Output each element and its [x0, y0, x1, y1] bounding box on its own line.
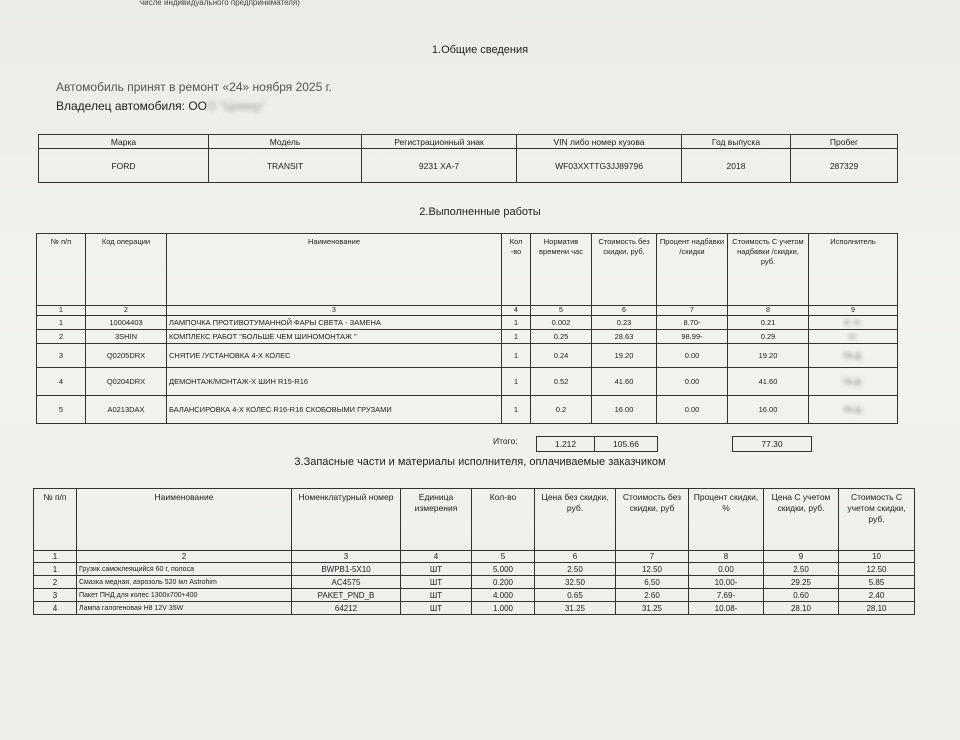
parts-header-name: Наименование — [77, 489, 292, 551]
works-cell-name: ДЕМОНТАЖ/МОНТАЖ-Х ШИН R15-R16 — [167, 368, 502, 396]
works-cell-cost: 28.63 — [592, 330, 657, 344]
works-cell-no: 1 — [37, 316, 86, 330]
works-col-number: 5 — [531, 306, 592, 316]
section3-title: 3.Запасные части и материалы исполнителя, оплачиваемые заказчиком — [294, 456, 666, 468]
parts-cell-unit: ШТ — [401, 563, 472, 576]
parts-cell-price: 31.25 — [535, 602, 616, 615]
parts-header-pct: Процент скидки, % — [689, 489, 764, 551]
parts-cell-name: Пакет ПНД для колес 1300х700+400 — [77, 589, 292, 602]
works-col-number: 6 — [592, 306, 657, 316]
top-note: числе индивидуального предпринимателя) — [140, 0, 300, 7]
works-cell-exec: По Д. — [809, 344, 898, 368]
works-cell-cost: 0.23 — [592, 316, 657, 330]
header-vin: VIN либо номер кузова — [517, 135, 682, 149]
parts-header-qty: Кол-во — [472, 489, 535, 551]
parts-cell-price: 32.50 — [535, 576, 616, 589]
parts-header-cost: Стоимость без скидки, руб — [616, 489, 689, 551]
parts-header-sku: Номенклатурный номер — [292, 489, 401, 551]
works-cell-code: 3SHIN — [86, 330, 167, 344]
works-cell-qty: 1 — [502, 316, 531, 330]
parts-col-number: 10 — [839, 551, 915, 563]
header-model: Модель — [209, 135, 362, 149]
parts-cell-cost: 2.60 — [616, 589, 689, 602]
parts-header-no: № п/п — [34, 489, 77, 551]
parts-col-number: 3 — [292, 551, 401, 563]
works-row — [37, 344, 898, 368]
works-col-number: 1 — [37, 306, 86, 316]
parts-cell-pct: 10.08- — [689, 602, 764, 615]
parts-cell-pct: 7.69- — [689, 589, 764, 602]
works-cell-norm: 0.002 — [531, 316, 592, 330]
works-cell-name: КОМПЛЕКС РАБОТ "БОЛЬШЕ ЧЕМ ШИНОМОНТАЖ " — [167, 330, 502, 344]
works-cell-total: 0.21 — [728, 316, 809, 330]
works-row — [37, 396, 898, 424]
parts-col-number: 4 — [401, 551, 472, 563]
works-cell-exec: По Д. — [809, 368, 898, 396]
works-cell-qty: 1 — [502, 368, 531, 396]
works-row — [37, 368, 898, 396]
works-header-no: № п/п — [37, 234, 86, 306]
parts-cell-dcost: 12.50 — [839, 563, 915, 576]
parts-col-number: 8 — [689, 551, 764, 563]
works-cell-pct: 0.00 — [657, 368, 728, 396]
works-cell-name: ЛАМПОЧКА ПРОТИВОТУМАННОЙ ФАРЫ СВЕТА - ЗАМЕНА — [167, 316, 502, 330]
parts-row — [34, 576, 915, 589]
works-header-norm: Норматив времени час — [531, 234, 592, 306]
parts-cell-unit: ШТ — [401, 589, 472, 602]
works-cell-no: 3 — [37, 344, 86, 368]
works-cell-norm: 0.2 — [531, 396, 592, 424]
header-plate: Регистрационный знак — [362, 135, 517, 149]
value-model: TRANSIT — [209, 149, 362, 183]
works-cell-qty: 1 — [502, 344, 531, 368]
works-col-number: 4 — [502, 306, 531, 316]
parts-cell-qty: 4.000 — [472, 589, 535, 602]
works-cell-exec: По Д. — [809, 396, 898, 424]
value-year: 2018 — [682, 149, 791, 183]
works-cell-total: 0.29 — [728, 330, 809, 344]
works-cell-norm: 0.52 — [531, 368, 592, 396]
works-cell-qty: 1 — [502, 330, 531, 344]
accepted-text: Автомобиль принят в ремонт «24» ноября 2025 г. — [56, 80, 332, 94]
works-cell-code: Q0205DRX — [86, 344, 167, 368]
parts-cell-cost: 6.50 — [616, 576, 689, 589]
works-cell-qty: 1 — [502, 396, 531, 424]
works-cell-name: БАЛАНСИРОВКА 4-Х КОЛЕС R16-R16 СКОБОВЫМИ ГРУЗАМИ — [167, 396, 502, 424]
works-row — [37, 330, 898, 344]
works-cell-pct: 98.99- — [657, 330, 728, 344]
parts-row — [34, 602, 915, 615]
parts-cell-dprice: 0.60 — [764, 589, 839, 602]
works-total-cost: 105.66 — [594, 436, 658, 452]
parts-cell-pct: 0.00 — [689, 563, 764, 576]
works-col-number: 2 — [86, 306, 167, 316]
parts-cell-dcost: 5.85 — [839, 576, 915, 589]
parts-cell-no: 1 — [34, 563, 77, 576]
works-col-number: 7 — [657, 306, 728, 316]
value-mileage: 287329 — [791, 149, 898, 183]
works-total-final: 77.30 — [732, 436, 812, 452]
works-cell-pct: 8.70- — [657, 316, 728, 330]
parts-cell-qty: 5.000 — [472, 563, 535, 576]
parts-cell-unit: ШТ — [401, 576, 472, 589]
works-cell-name: СНЯТИЕ /УСТАНОВКА 4-Х КОЛЕС — [167, 344, 502, 368]
parts-cell-name: Грузик самоклеящийся 60 г, полоса — [77, 563, 292, 576]
works-cell-exec: Н. — [809, 330, 898, 344]
works-cell-norm: 0.25 — [531, 330, 592, 344]
works-col-number: 8 — [728, 306, 809, 316]
header-make: Марка — [39, 135, 209, 149]
parts-cell-dprice: 29.25 — [764, 576, 839, 589]
parts-cell-dcost: 2.40 — [839, 589, 915, 602]
works-cell-no: 5 — [37, 396, 86, 424]
parts-col-number: 1 — [34, 551, 77, 563]
parts-cell-sku: AC4575 — [292, 576, 401, 589]
works-cell-pct: 0.00 — [657, 344, 728, 368]
parts-col-number: 7 — [616, 551, 689, 563]
parts-cell-no: 2 — [34, 576, 77, 589]
works-total-norm: 1.212 — [536, 436, 595, 452]
parts-cell-no: 3 — [34, 589, 77, 602]
works-col-number: 3 — [167, 306, 502, 316]
section2-title: 2.Выполненные работы — [419, 206, 541, 218]
works-cell-no: 4 — [37, 368, 86, 396]
works-header-exec: Исполнитель — [809, 234, 898, 306]
works-cell-code: A0213DAX — [86, 396, 167, 424]
parts-table — [33, 488, 915, 615]
parts-col-number: 6 — [535, 551, 616, 563]
value-vin: WF03XXTTG3JJ89796 — [517, 149, 682, 183]
works-cell-code: 10004403 — [86, 316, 167, 330]
vehicle-table — [38, 134, 898, 183]
works-cell-total: 16.00 — [728, 396, 809, 424]
parts-cell-dprice: 2.50 — [764, 563, 839, 576]
parts-cell-name: Лампа галогеновая H8 12V 35W — [77, 602, 292, 615]
value-make: FORD — [39, 149, 209, 183]
works-header-pct: Процент надбавки /скидки — [657, 234, 728, 306]
works-table — [36, 233, 898, 424]
parts-cell-no: 4 — [34, 602, 77, 615]
parts-header-price: Цена без скидки, руб. — [535, 489, 616, 551]
parts-row — [34, 589, 915, 602]
works-cell-norm: 0.24 — [531, 344, 592, 368]
parts-cell-dcost: 28.10 — [839, 602, 915, 615]
parts-cell-sku: BWPB1-5X10 — [292, 563, 401, 576]
works-col-number: 9 — [809, 306, 898, 316]
parts-cell-cost: 31.25 — [616, 602, 689, 615]
works-header-code: Код операции — [86, 234, 167, 306]
parts-cell-sku: 64212 — [292, 602, 401, 615]
works-cell-code: Q0204DRX — [86, 368, 167, 396]
works-cell-cost: 19.20 — [592, 344, 657, 368]
parts-cell-name: Смазка медная, аэрозоль 520 мл Astrohim — [77, 576, 292, 589]
parts-cell-unit: ШТ — [401, 602, 472, 615]
works-cell-cost: 16.00 — [592, 396, 657, 424]
parts-cell-sku: PAKET_PND_B — [292, 589, 401, 602]
value-plate: 9231 ХА-7 — [362, 149, 517, 183]
works-header-cost: Стоимость без скидки, руб. — [592, 234, 657, 306]
parts-header-dprice: Цена С учетом скидки, руб. — [764, 489, 839, 551]
parts-cell-qty: 1.000 — [472, 602, 535, 615]
parts-cell-qty: 0.200 — [472, 576, 535, 589]
parts-cell-price: 2.50 — [535, 563, 616, 576]
works-header-total: Стоимость С учетом надбавки /скидки, руб. — [728, 234, 809, 306]
parts-cell-pct: 10.00- — [689, 576, 764, 589]
owner-redacted: О "Цимир" — [207, 99, 266, 113]
parts-col-number: 5 — [472, 551, 535, 563]
owner-line — [56, 99, 265, 113]
header-year: Год выпуска — [682, 135, 791, 149]
works-cell-total: 19.20 — [728, 344, 809, 368]
works-cell-no: 2 — [37, 330, 86, 344]
works-header-qty: Кол -во — [502, 234, 531, 306]
works-header-name: Наименование — [167, 234, 502, 306]
works-cell-pct: 0.00 — [657, 396, 728, 424]
works-cell-total: 41.60 — [728, 368, 809, 396]
works-cell-cost: 41.60 — [592, 368, 657, 396]
parts-col-number: 2 — [77, 551, 292, 563]
parts-row — [34, 563, 915, 576]
header-mileage: Пробег — [791, 135, 898, 149]
parts-col-number: 9 — [764, 551, 839, 563]
section1-title: 1.Общие сведения — [431, 44, 529, 56]
parts-header-unit: Единица измерения — [401, 489, 472, 551]
works-total-label: Итого: — [493, 436, 518, 446]
parts-cell-dprice: 28.10 — [764, 602, 839, 615]
parts-cell-cost: 12.50 — [616, 563, 689, 576]
parts-cell-price: 0.65 — [535, 589, 616, 602]
parts-header-dcost: Стоимость С учетом скидки, руб. — [839, 489, 915, 551]
owner-label: Владелец автомобиля: ОО — [56, 99, 207, 113]
works-row — [37, 316, 898, 330]
works-cell-exec: Е. Н. — [809, 316, 898, 330]
